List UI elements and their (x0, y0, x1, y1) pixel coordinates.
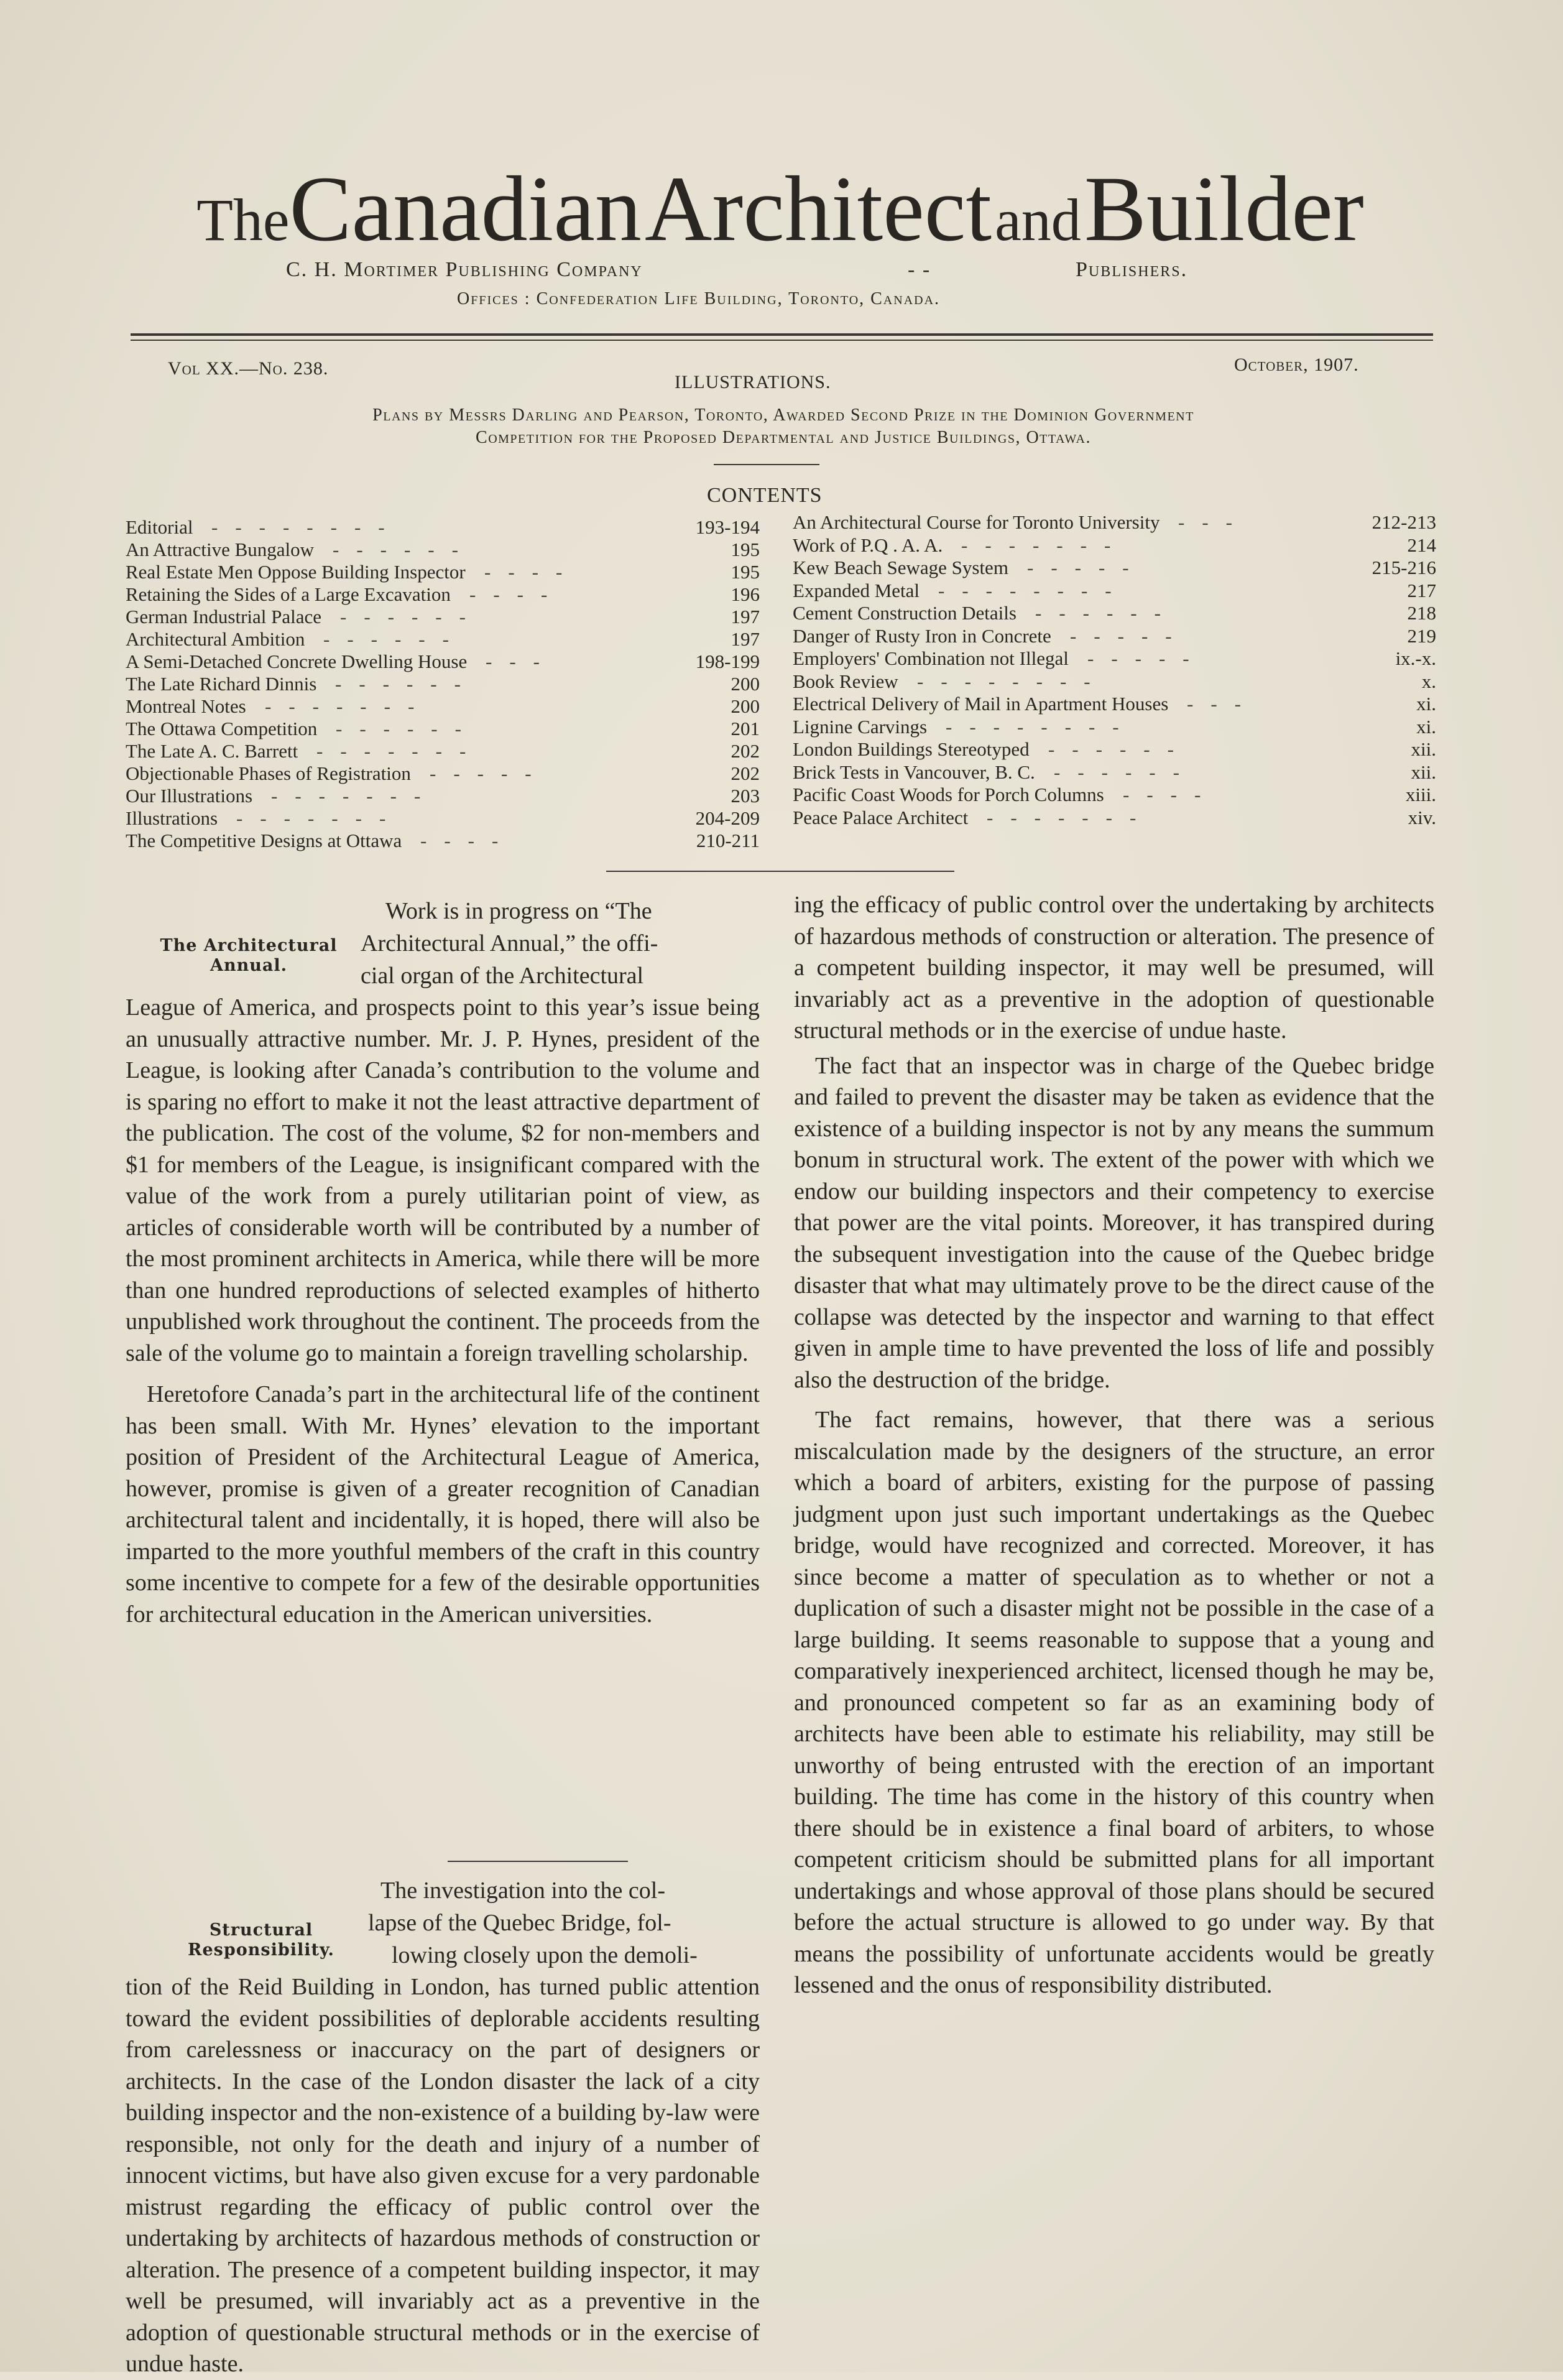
contents-entry (793, 784, 1436, 806)
contents-entry-title: An Attractive Bungalow (126, 539, 315, 560)
section-rule (448, 1861, 628, 1862)
contents-entry (126, 628, 760, 651)
structural-wrap-line-1: The investigation into the col- (380, 1878, 666, 1904)
contents-entry-page: 210-211 (696, 830, 760, 851)
contents-entry-title: Objectionable Phases of Registration (126, 762, 411, 784)
contents-entry-title: Peace Palace Architect (793, 806, 969, 828)
contents-entry (126, 740, 760, 762)
contents-entry-page: 197 (731, 606, 760, 627)
illustrations-description (199, 404, 1368, 449)
contents-entry-title: A Semi-Detached Concrete Dwelling House (126, 651, 468, 672)
contents-entry (793, 557, 1436, 579)
contents-entry (793, 580, 1436, 602)
contents-entry-title: Book Review (793, 670, 898, 692)
contents-entry (126, 762, 760, 785)
contents-heading: CONTENTS (707, 484, 823, 507)
contents-entry-leaders: ------- (961, 534, 1128, 556)
masthead (124, 155, 1436, 262)
contents-entry-leaders: ------ (336, 718, 479, 739)
contents-entry (126, 583, 760, 606)
contents-entry-page: x. (1421, 670, 1436, 692)
contents-entry (126, 606, 760, 628)
contents-entry-leaders: ------- (987, 806, 1154, 828)
contents-entry-page: 212-213 (1372, 511, 1436, 533)
contents-entry (793, 602, 1436, 624)
structural-article-body-right (794, 889, 1434, 2345)
masthead-and: and (995, 187, 1081, 253)
contents-entry-title: Employers' Combination not Illegal (793, 647, 1069, 669)
contents-entry (126, 516, 760, 539)
structural-paragraph-3: The fact remains, however, that there was a serious miscalculation made by the designers of the structure, an error which a board of arbiters, existing for the purpose of passing judgment upon just such important undertakings as the Quebec bridge, would have recognized and corrected. Moreover, it has since become a matter of speculation as to whether or not a duplication of such a disaster might not be possible in the case of a large building. It seems reasonable to suppose that a young and comparatively inexperienced architect, licensed though he may be, and pronounced competent so far as an examining body of architects have been able to estimate his reliability, may still be unworthy of being entrusted with the erection of an important building. The time has come in the history of this country when there should be in existence a final board of arbiters, to whose competent criticism should be submitted plans for all important undertakings and whose approval of those plans should be secured before the actual structure is allowed to go under way. By that means the possibility of unfortunate accidents would be greatly lessened and the onus of responsibility distributed. (794, 1407, 1434, 1998)
contents-entry (126, 539, 760, 561)
contents-entry-leaders: ---- (484, 561, 580, 583)
contents-entry-page: 202 (731, 740, 760, 762)
contents-entry (126, 673, 760, 695)
masthead-canadian: Canadian (289, 157, 642, 261)
contents-entry-leaders: ------ (1054, 761, 1197, 783)
sidehead-structural-line-2: Responsibility. (188, 1940, 334, 1960)
short-rule-1 (714, 464, 819, 465)
contents-entry-title: London Buildings Stereotyped (793, 738, 1030, 760)
masthead-rule-bottom (131, 340, 1433, 341)
contents-entry-leaders: ---- (469, 583, 565, 605)
contents-entry-page: 195 (731, 539, 760, 560)
contents-entry-title: Pacific Coast Woods for Porch Columns (793, 784, 1104, 805)
publisher-company: C. H. Mortimer Publishing Company (286, 258, 643, 281)
contents-entry-leaders: ----- (1087, 647, 1207, 669)
contents-entry (793, 807, 1436, 829)
contents-entry-title: Montreal Notes (126, 695, 246, 717)
contents-entry-title: The Late Richard Dinnis (126, 673, 317, 695)
masthead-builder: Builder (1084, 157, 1364, 261)
contents-entry-title: Our Illustrations (126, 785, 253, 807)
annual-paragraph-1: League of America, and prospects point to this year’s issue being an unusually attractive number. Mr. J. P. Hynes, president of the League, is looking after Canada’s contribution to the volume and is sparing no effort to make it not the least attractive department of the publication. The cost of the volume, $2 for non-members and $1 for members of the League, is insignificant compared with the value of the work from a purely utilitarian point of view, as articles of considerable worth will be contributed by a number of the most prominent architects in America, while there will be more than one hundred reproductions of selected examples of hitherto unpublished work throughout the continent. The proceeds from the sale of the volume go to maintain a foreign travelling scholarship. (126, 994, 760, 1366)
issue-date: October, 1907. (1234, 354, 1359, 375)
contents-entry-page: 214 (1407, 534, 1436, 556)
illustrations-line-1: Plans by Messrs Darling and Pearson, Toronto, Awarded Second Prize in the Dominion Government (372, 405, 1194, 425)
contents-entry-leaders: -------- (211, 516, 402, 538)
contents-entry-title: Illustrations (126, 807, 218, 829)
contents-entry (793, 670, 1436, 693)
contents-entry-title: Real Estate Men Oppose Building Inspector (126, 561, 466, 583)
sidehead-structural-responsibility (159, 1920, 364, 1960)
contents-entry (793, 761, 1436, 784)
publisher-line (286, 258, 1306, 282)
contents-rule (606, 871, 954, 872)
sidehead-structural-line-1: Structural (209, 1920, 313, 1940)
contents-entry (793, 693, 1436, 715)
structural-paragraph-2: The fact that an inspector was in charge of the Quebec bridge and failed to prevent the disaster may be taken as evidence that the existence of a building inspector is not by any means the summum bonum in structural work. The extent of the power with which we endow our building inspectors and their competency to exercise that power are the vital points. Moreover, it has transpired during the subsequent investigation into the cause of the Quebec bridge disaster that what may ultimately prove to be the direct cause of the collapse was detected by the inspector and warning to that effect given in ample time to have prevented the loss of life and possibly also the destruction of the bridge. (794, 1052, 1434, 1393)
contents-entry (126, 651, 760, 673)
contents-entry-title: German Industrial Palace (126, 606, 322, 627)
volume-number: Vol XX.—No. 238. (168, 358, 329, 379)
contents-entry-page: 219 (1407, 624, 1436, 647)
contents-entry-leaders: -------- (917, 670, 1108, 692)
contents-entry-leaders: ------ (335, 673, 478, 695)
contents-entry-title: Cement Construction Details (793, 602, 1017, 624)
contents-entry (126, 830, 760, 852)
contents-entry-leaders: ------ (323, 628, 466, 650)
contents-entry-page: xii. (1411, 738, 1436, 760)
contents-entry-page: 196 (731, 583, 760, 605)
contents-entry-title: Brick Tests in Vancouver, B. C. (793, 761, 1035, 783)
contents-entry-leaders: ------ (333, 539, 476, 560)
contents-entry-title: Retaining the Sides of a Large Excavation (126, 583, 451, 605)
offices-line: Offices : Confederation Life Building, Toronto, Canada. (457, 289, 941, 308)
contents-entry-page: 203 (731, 785, 760, 807)
contents-entry (793, 647, 1436, 670)
contents-entry-leaders: --- (486, 651, 557, 672)
contents-entry (126, 561, 760, 583)
annual-wrap-line-3: cial organ of the Architectural (361, 963, 644, 989)
contents-entry-page: 215-216 (1372, 557, 1436, 578)
contents-entry-leaders: -------- (946, 715, 1137, 738)
contents-entry-leaders: ----- (430, 762, 549, 784)
masthead-rule-top (131, 333, 1433, 336)
contents-entry-page: 200 (731, 695, 760, 717)
contents-entry-title: The Ottawa Competition (126, 718, 318, 739)
structural-article-body-left (126, 1971, 760, 2377)
contents-entry-title: Lignine Carvings (793, 715, 928, 738)
contents-entry-leaders: ---- (1123, 784, 1219, 805)
contents-entry-title: Architectural Ambition (126, 628, 305, 650)
contents-entry (793, 511, 1436, 534)
contents-entry-leaders: ------- (316, 740, 484, 762)
contents-entry (126, 785, 760, 807)
structural-paragraph-1-part-b: ing the efficacy of public control over the undertaking by architects of hazardous methods of construction or alteration. The presence of a competent building inspector, it may well be presumed, will invariably act as a preventive in the adoption of questionable structural methods or in the exercise of undue haste. (794, 892, 1434, 1044)
contents-entry-page: 200 (731, 673, 760, 695)
contents-entry-page: 204-209 (695, 807, 760, 829)
contents-entry-leaders: ------ (340, 606, 483, 627)
contents-entry (793, 716, 1436, 738)
contents-entry-leaders: ------- (236, 807, 403, 829)
contents-entry-page: xiii. (1405, 784, 1436, 805)
contents-right-column (793, 511, 1436, 835)
contents-entry-page: xiv. (1408, 806, 1436, 828)
contents-entry (126, 718, 760, 740)
contents-entry-leaders: -------- (938, 579, 1129, 601)
structural-wrap-line-2: lapse of the Quebec Bridge, fol- (368, 1910, 671, 1936)
contents-entry-title: Editorial (126, 516, 193, 538)
contents-entry (793, 534, 1436, 557)
structural-wrap-line-3: lowing closely upon the demoli- (392, 1942, 698, 1968)
contents-left-column (126, 516, 760, 864)
sidehead-annual-line-2: Annual. (210, 956, 287, 975)
contents-entry-page: 218 (1407, 602, 1436, 624)
contents-entry-leaders: ------ (1048, 738, 1191, 760)
contents-entry (126, 807, 760, 830)
masthead-architect: Architect (645, 157, 992, 261)
contents-entry-page: xii. (1411, 761, 1436, 783)
contents-entry-page: 217 (1407, 579, 1436, 601)
contents-entry-leaders: ---- (420, 830, 516, 851)
annual-wrap-line-2: Architectural Annual,” the offi- (361, 930, 658, 956)
publisher-role: Publishers. (1076, 258, 1188, 281)
sidehead-architectural-annual (131, 936, 367, 976)
contents-entry-title: The Late A. C. Barrett (126, 740, 298, 762)
contents-entry-page: 201 (731, 718, 760, 739)
contents-entry-leaders: ----- (1027, 557, 1146, 578)
contents-entry-leaders: --- (1178, 511, 1250, 533)
annual-paragraph-2: Heretofore Canada’s part in the architectural life of the continent has been small. With Mr. Hynes’ elevation to the important position of President of the Architectural League of America, however, promise is given of a greater recognition of Canadian architectural talent and incidentally, it is hoped, there will also be imparted to the more youthful members of the craft in this country some incentive to compete for a few of the desirable opportunities for architectural education in the American universities. (126, 1381, 760, 1628)
illustrations-heading: ILLUSTRATIONS. (675, 372, 831, 392)
contents-entry-leaders: ------ (1035, 602, 1178, 624)
contents-entry-leaders: --- (1187, 693, 1258, 715)
contents-entry-page: 195 (731, 561, 760, 583)
contents-entry-page: xi. (1416, 715, 1436, 738)
contents-entry (793, 625, 1436, 647)
contents-entry-leaders: ------- (265, 695, 432, 717)
contents-entry (126, 695, 760, 718)
contents-entry-page: xi. (1416, 693, 1436, 715)
contents-entry-page: 193-194 (695, 516, 760, 538)
annual-wrap-line-1: Work is in progress on “The (385, 898, 652, 924)
contents-entry-page: ix.-x. (1395, 647, 1436, 669)
contents-entry-title: The Competitive Designs at Ottawa (126, 830, 402, 851)
contents-entry-page: 198-199 (695, 651, 760, 672)
contents-entry-leaders: ----- (1070, 624, 1189, 647)
contents-entry-leaders: ------- (271, 785, 438, 807)
contents-entry-title: Kew Beach Sewage System (793, 557, 1008, 578)
annual-article-body (126, 992, 760, 1630)
structural-paragraph-1-part-a: tion of the Reid Building in London, has turned public attention toward the evident possibilities of deplorable accidents resulting from carelessness or inaccuracy on the part of designers or architects. In the case of the London disaster the lack of a city building inspector and the non-existence of a building by-law were responsible, not only for the death and injury of a number of innocent victims, but have also given excuse for a very pardonable mistrust regarding the efficacy of public control over the undertaking by architects of hazardous methods of construction or alteration. The presence of a competent building inspector, it may well be presumed, will invariably act as a preventive in the adoption of questionable structural methods or in the exercise of undue haste. (126, 1974, 760, 2377)
sidehead-annual-line-1: The Architectural (160, 936, 338, 955)
masthead-the: The (196, 187, 290, 253)
contents-entry-title: Expanded Metal (793, 579, 920, 601)
publisher-dashes: - - (908, 258, 931, 281)
contents-entry-page: 197 (731, 628, 760, 650)
illustrations-line-2: Competition for the Proposed Departmental and Justice Buildings, Ottawa. (476, 428, 1091, 447)
contents-entry-title: Electrical Delivery of Mail in Apartment Houses (793, 693, 1169, 715)
contents-entry-title: Work of P.Q . A. A. (793, 534, 943, 556)
contents-entry-page: 202 (731, 762, 760, 784)
contents-entry-title: An Architectural Course for Toronto University (793, 511, 1160, 533)
contents-entry-title: Danger of Rusty Iron in Concrete (793, 624, 1051, 647)
contents-entry (793, 738, 1436, 761)
